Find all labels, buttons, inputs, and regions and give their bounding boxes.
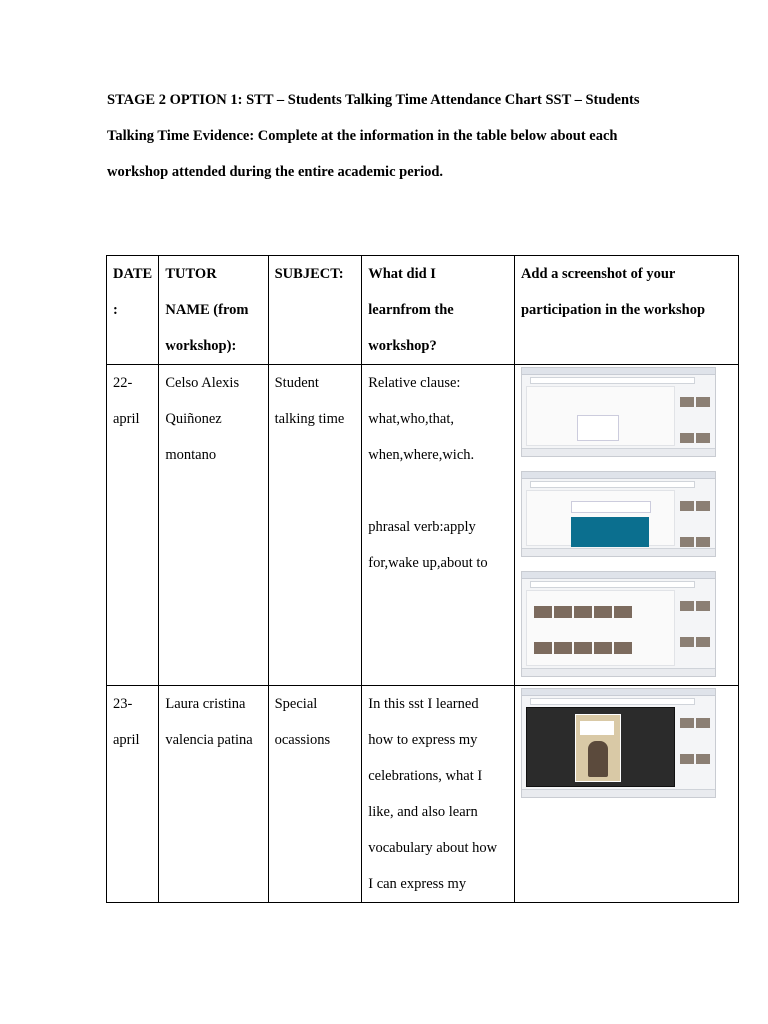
heading-line-3: workshop attended during the entire academic period. (107, 164, 444, 180)
attendance-table (106, 255, 739, 903)
header-screenshot: Add a screenshot of your participation in the workshop (514, 256, 738, 365)
header-learned: What did I learnfrom the workshop? (362, 256, 515, 365)
heading-line-2: Talking Time Evidence: Complete at the information in the table below about each (107, 128, 618, 144)
cell-tutor: Celso Alexis Quiñonez montano (159, 365, 268, 686)
header-tutor-name: TUTOR NAME (from workshop): (159, 256, 268, 365)
document-heading (107, 82, 687, 190)
cell-date: 23- april (107, 686, 159, 903)
meeting-screenshot-2 (521, 471, 716, 557)
cell-screenshots (514, 365, 738, 686)
cell-learned: Relative clause: what,who,that, when,where,wich. phrasal verb:apply for,wake up,about to (362, 365, 515, 686)
cell-subject: Special ocassions (268, 686, 362, 903)
header-subject: SUBJECT: (268, 256, 362, 365)
cell-date: 22- april (107, 365, 159, 686)
header-date: DATE : (107, 256, 159, 365)
table-header-row (107, 256, 739, 365)
table-row (107, 365, 739, 686)
cell-tutor: Laura cristina valencia patina (159, 686, 268, 903)
meeting-screenshot-1 (521, 367, 716, 457)
meeting-screenshot-4 (521, 688, 716, 798)
table-row (107, 686, 739, 903)
cell-subject: Student talking time (268, 365, 362, 686)
heading-line-1: STAGE 2 OPTION 1: STT – Students Talking Time Attendance Chart SST – Students (107, 92, 640, 108)
cell-learned: In this sst I learned how to express my celebrations, what I like, and also learn vocabulary about how I can express my (362, 686, 515, 903)
meeting-screenshot-3 (521, 571, 716, 677)
cell-screenshots (514, 686, 738, 903)
